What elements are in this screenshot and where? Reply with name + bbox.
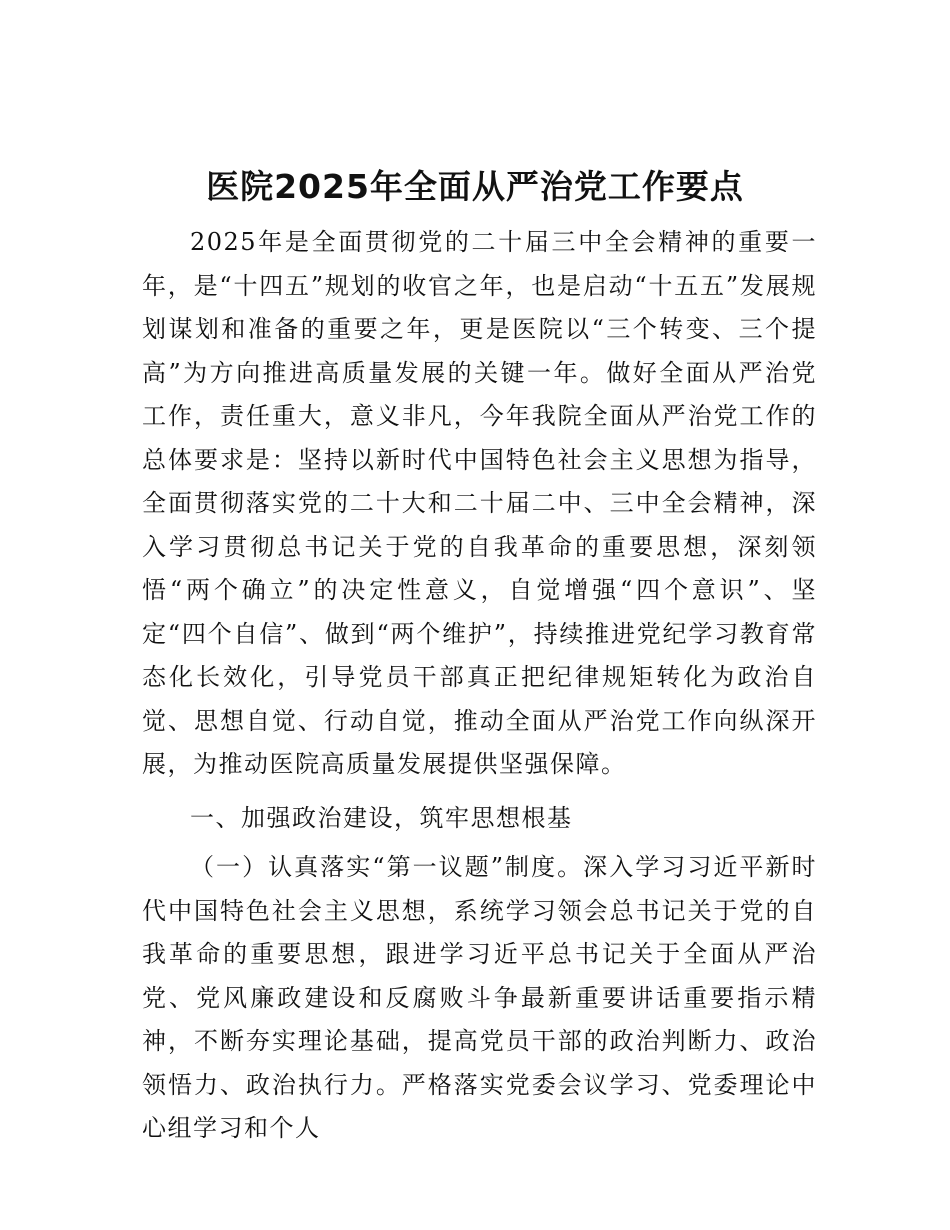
document-title: 医院2025年全面从严治党工作要点 xyxy=(206,167,744,206)
section-heading: 一、加强政治建设，筑牢思想根基 xyxy=(190,803,573,832)
intro-paragraph: 2025年是全面贯彻党的二十届三中全会精神的重要一年，是“十四五”规划的收官之年，也是启动“十五五”发展规划谋划和准备的重要之年，更是医院以“三个转变、三个提高”为方向推进高质量发展的关键一年。做好全面从严治党工作，责任重大，意义非凡，今年我院全面从严治党工作的总体要求是：坚持以新时代中国特色社会主义思想为指导，全面贯彻落实党的二十大和二十届二中、三中全会精神，深入学习贯彻总书记关于党的自我革命的重要思想，深刻领悟“两个确立”的决定性意义，自觉增强“四个意识”、坚定“四个自信”、做到“两个维护”，持续推进党纪学习教育常态化长效化，引导党员干部真正把纪律规矩转化为政治自觉、思想自觉、行动自觉，推动全面从严治党工作向纵深开展，为推动医院高质量发展提供坚强保障。 xyxy=(142,228,817,778)
document-body xyxy=(142,221,817,1151)
section-paragraph: （一）认真落实“第一议题”制度。深入学习习近平新时代中国特色社会主义思想，系统学习领会总书记关于党的自我革命的重要思想，跟进学习近平总书记关于全面从严治党、党风廉政建设和反腐败斗争最新重要讲话重要指示精神，不断夯实理论基础，提高党员干部的政治判断力、政治领悟力、政治执行力。严格落实党委会议学习、党委理论中心组学习和个人 xyxy=(142,853,817,1142)
